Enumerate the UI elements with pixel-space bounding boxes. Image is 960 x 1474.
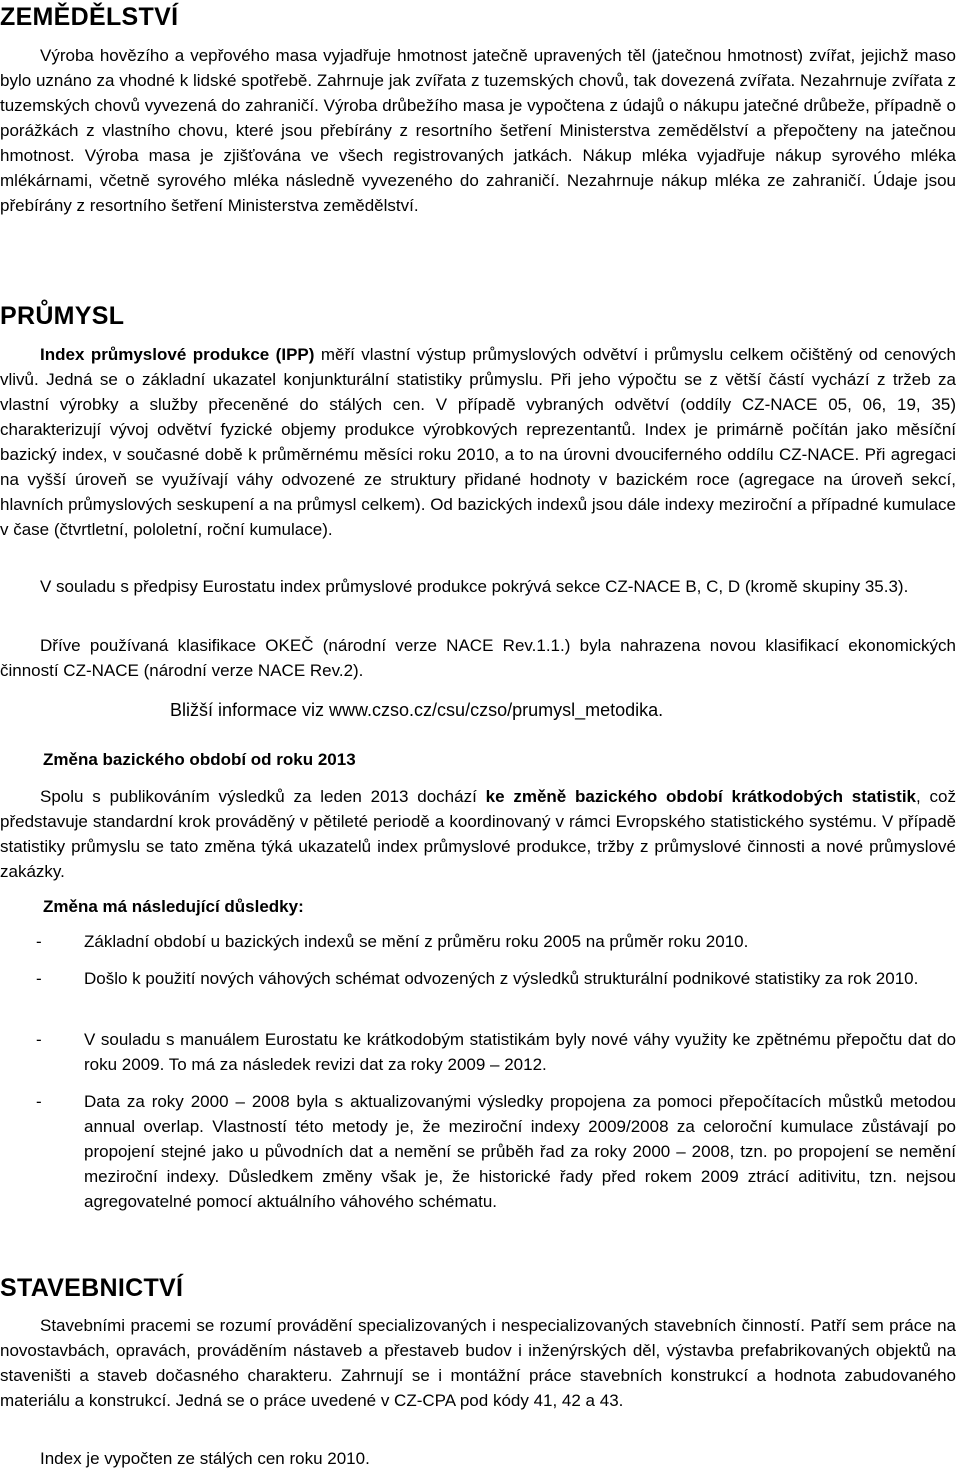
construction-paragraph-block xyxy=(0,1313,956,1413)
section-industry xyxy=(0,301,956,331)
paragraph xyxy=(0,784,956,884)
industry-paragraph-block xyxy=(0,342,956,542)
paragraph: Index je vypočten ze stálých cen roku 2010. xyxy=(40,1449,370,1468)
paragraph-text: , což představuje standardní krok prováděný v pětileté periodě a koordinovaný v rámci Evropského statistického systému. V případě statistiky průmyslu se tato změna týká ukazatelů index průmyslové produkce, tržby z průmyslové činnosti a nové průmyslové zakázky. xyxy=(0,787,956,881)
list-dash: - xyxy=(36,969,42,988)
section-agriculture xyxy=(0,2,956,32)
paragraph-text: Spolu s publikováním výsledků za leden 2013 dochází xyxy=(40,787,486,806)
base-change-paragraph-block xyxy=(0,784,956,884)
consequences-heading-block xyxy=(43,894,943,919)
paragraph xyxy=(0,342,956,542)
subheading: Změna má následující důsledky: xyxy=(43,897,304,916)
bold-term: Index průmyslové produkce (IPP) xyxy=(40,345,315,364)
section-title: ZEMĚDĚLSTVÍ xyxy=(0,3,179,31)
list-item-text: V souladu s manuálem Eurostatu ke krátkodobým statistikám byly nové váhy využity ke zpětnému přepočtu dat do roku 2009. To má za následek revizi dat za roky 2009 – 2012. xyxy=(84,1030,956,1074)
paragraph: Výroba hovězího a vepřového masa vyjadřuje hmotnost jatečně upravených těl (jatečnou hmotnost) zvířat, jejichž maso bylo uznáno za vhodné k lidské spotřebě. Zahrnuje jak zvířata z tuzemských chovů, tak dovezená zvířata. Nezahrnuje zvířata z tuzemských chovů vyvezená do zahraničí. Výroba drůbežího masa je vypočtena z údajů o nákupu jatečné drůbeže, případně o porážkách z vlastního chovu, které jsou přebírány z resortního šetření Ministerstva zemědělství a přepočteny na jatečnou hmotnost. Výroba masa je zjišťována ve všech registrovaných jatkách. Nákup mléka vyjadřuje nákup syrového mléka mlékárnami, včetně syrového mléka následně vyvezeného do zahraničí. Nezahrnuje nákup mléka ze zahraničí. Údaje jsou přebírány z resortního šetření Ministerstva zemědělství. xyxy=(0,46,956,215)
list-dash: - xyxy=(36,1092,42,1111)
section-construction xyxy=(0,1273,956,1303)
subheading: Změna bazického období od roku 2013 xyxy=(43,750,356,769)
agriculture-paragraph-block xyxy=(0,43,956,218)
list-item-text: Došlo k použití nových váhových schémat odvozených z výsledků strukturální podnikové statistiky za rok 2010. xyxy=(84,969,919,988)
list-item-text: Základní období u bazických indexů se mění z průměru roku 2005 na průměr roku 2010. xyxy=(84,932,749,951)
more-info-link[interactable]: Bližší informace viz www.czso.cz/csu/czso/prumysl_metodika. xyxy=(170,700,664,720)
list-item xyxy=(0,966,956,1016)
section-title: STAVEBNICTVÍ xyxy=(0,1274,184,1302)
construction-note-block xyxy=(0,1446,956,1471)
base-change-heading-block xyxy=(43,747,943,772)
list-item-text: Data za roky 2000 – 2008 byla s aktualizovanými výsledky propojena za pomoci přepočítacích můstků metodou annual overlap. Vlastností této metody je, že meziroční indexy 2009/2008 za celoroční kumulace zůstávají po propojení stejné jako u původních dat a nemění se průběh řad za roky 2000 – 2008, tzn. po propojení se nemění meziroční indexy. Důsledkem změny však je, že historické řady před rokem 2009 ztrácí aditivitu, tzn. nejsou agregovatelné pomocí aktuálního váhového schématu. xyxy=(84,1092,956,1211)
paragraph-text: měří vlastní výstup průmyslových odvětví i průmyslu celkem očištěný od cenových vlivů. Jedná se o základní ukazatel konjunkturální statistiky průmyslu. Při jeho výpočtu se z větší částí vychází z tržeb za vlastní výrobky a služby přeceněné do stálých cen. V případě vybraných odvětví (oddíly CZ-NACE 05, 06, 19, 35) charakterizují vývoj odvětví fyzické objemy produkce výrobkových reprezentantů. Index je primárně počítán jako měsíční bazický index, v současné době k průměrnému měsíci roku 2010, a to na úrovni dvouciferného oddílu CZ-NACE. Při agregaci na vyšší úroveň se využívají váhy odvozené ze struktury přidané hodnoty v bazickém roce (agregace na úroveň sekcí, hlavních průmyslových seskupení a na průmysl celkem). Od bazických indexů jsou dále indexy meziroční a případné kumulace v čase (čtvrtletní, pololetní, roční kumulace). xyxy=(0,345,956,539)
paragraph: Stavebními pracemi se rozumí provádění specializovaných i nespecializovaných stavebních činností. Patří sem práce na novostavbách, opravách, prováděním nástaveb a přestaveb budov i inženýrských děl, výstavba prefabrikovaných objektů na staveništi a staveb dočasného charakteru. Zahrnují se i montážní práce stavebních konstrukcí a hodnota zabudovaného materiálu a konstrukcí. Jedná se o práce uvedené v CZ-CPA pod kódy 41, 42 a 43. xyxy=(0,1316,956,1410)
industry-coverage-block xyxy=(0,574,956,599)
paragraph: Dříve používaná klasifikace OKEČ (národní verze NACE Rev.1.1.) byla nahrazena novou klasifikací ekonomických činností CZ-NACE (národní verze NACE Rev.2). xyxy=(0,636,956,680)
list-item xyxy=(0,1089,956,1239)
list-item xyxy=(0,1027,956,1077)
more-info-block xyxy=(170,698,870,723)
list-dash: - xyxy=(36,932,42,951)
section-title: PRŮMYSL xyxy=(0,302,125,330)
bold-term: ke změně bazického období krátkodobých statistik xyxy=(485,787,917,806)
paragraph: V souladu s předpisy Eurostatu index průmyslové produkce pokrývá sekce CZ-NACE B, C, D (kromě skupiny 35.3). xyxy=(40,577,909,596)
industry-classification-block xyxy=(0,633,956,683)
list-dash: - xyxy=(36,1030,42,1049)
list-item xyxy=(0,929,956,954)
